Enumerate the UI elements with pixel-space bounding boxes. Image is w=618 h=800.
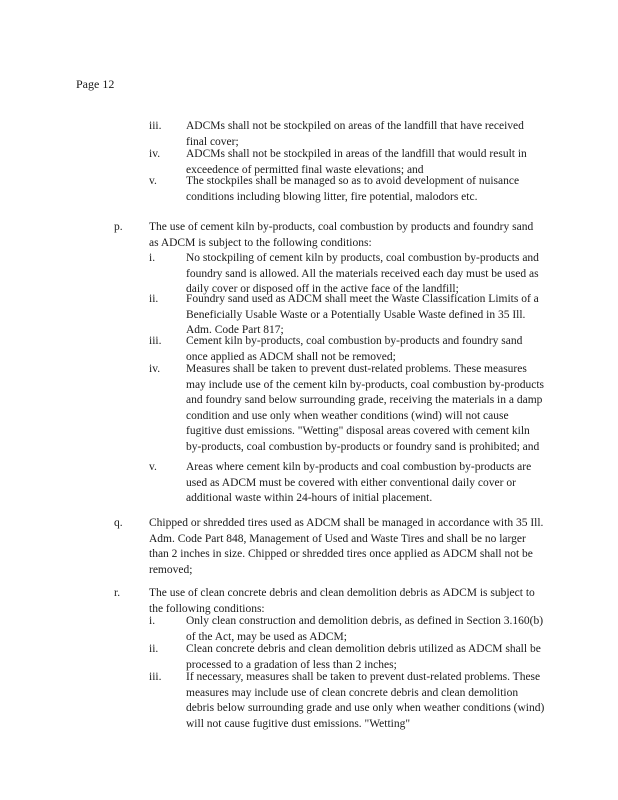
list-item-text: Cement kiln by-products, coal combustion by-products and foundry sand once applied as ADCM shall not be removed; xyxy=(186,335,523,363)
list-item-text: ADCMs shall not be stockpiled in areas of the landfill that would result in exceedence of permitted final waste elevations; and xyxy=(186,148,527,176)
list-numeral: i. xyxy=(149,615,156,627)
paragraph-letter: p. xyxy=(114,221,123,233)
list-numeral: ii. xyxy=(149,643,159,655)
list-numeral: ii. xyxy=(149,293,159,305)
list-item-text: Measures shall be taken to prevent dust-related problems. These measures may include use of the cement kiln by-products, coal combustion by-products and foundry sand below surrounding grade, receiving the materials in a damp condition and use only when weather conditions (wind) will not cause fugitive dust emissions. "Wetting" disposal areas covered with cement kiln by-products, coal combustion by-products or foundry sand is prohibited; and xyxy=(186,363,545,453)
paragraph-text: The use of clean concrete debris and clean demolition debris as ADCM is subject to the following conditions: xyxy=(149,587,535,615)
list-item-text: The stockpiles shall be managed so as to avoid development of nuisance conditions including blowing litter, fire potential, malodors etc. xyxy=(186,175,520,203)
paragraph-text: The use of cement kiln by-products, coal combustion by products and foundry sand as ADCM is subject to the following conditions: xyxy=(149,221,534,249)
list-numeral: iii. xyxy=(149,120,162,132)
list-item-text: Areas where cement kiln by-products and coal combustion by-products are used as ADCM must be covered with either conventional daily cover or additional waste within 24-hours of initial placement. xyxy=(186,461,532,504)
list-item-text: Clean concrete debris and clean demolition debris utilized as ADCM shall be processed to a gradation of less than 2 inches; xyxy=(186,643,541,671)
list-numeral: v. xyxy=(149,175,157,187)
list-numeral: v. xyxy=(149,461,157,473)
list-item-text: Only clean construction and demolition debris, as defined in Section 3.160(b) of the Act, may be used as ADCM; xyxy=(186,615,544,643)
list-numeral: iii. xyxy=(149,671,162,683)
paragraph-letter: r. xyxy=(114,587,121,599)
list-numeral: iii. xyxy=(149,335,162,347)
list-item-text: Foundry sand used as ADCM shall meet the Waste Classification Limits of a Beneficially Usable Waste or a Potentially Usable Waste defined in 35 Ill. Adm. Code Part 817; xyxy=(186,293,539,336)
list-numeral: iv. xyxy=(149,363,161,375)
list-numeral: iv. xyxy=(149,148,161,160)
paragraph-text: Chipped or shredded tires used as ADCM shall be managed in accordance with 35 Ill. Adm. Code Part 848, Management of Used and Waste Tires and shall be no larger than 2 inches in size. Chipped or shredded tires once applied as ADCM shall not be removed; xyxy=(149,517,544,576)
paragraph-letter: q. xyxy=(114,517,123,529)
list-item-text: No stockpiling of cement kiln by products, coal combustion by-products and foundry sand is allowed. All the materials received each day must be used as daily cover or disposed off in the active face of the landfill; xyxy=(186,252,539,295)
list-numeral: i. xyxy=(149,252,156,264)
list-item-text: ADCMs shall not be stockpiled on areas of the landfill that have received final cover; xyxy=(186,120,524,148)
list-item-text: If necessary, measures shall be taken to prevent dust-related problems. These measures may include use of clean concrete debris and clean demolition debris below surrounding grade and use only when weather conditions (wind) will not cause fugitive dust emissions. "Wetting" xyxy=(186,671,545,730)
page-number: Page 12 xyxy=(76,77,115,91)
